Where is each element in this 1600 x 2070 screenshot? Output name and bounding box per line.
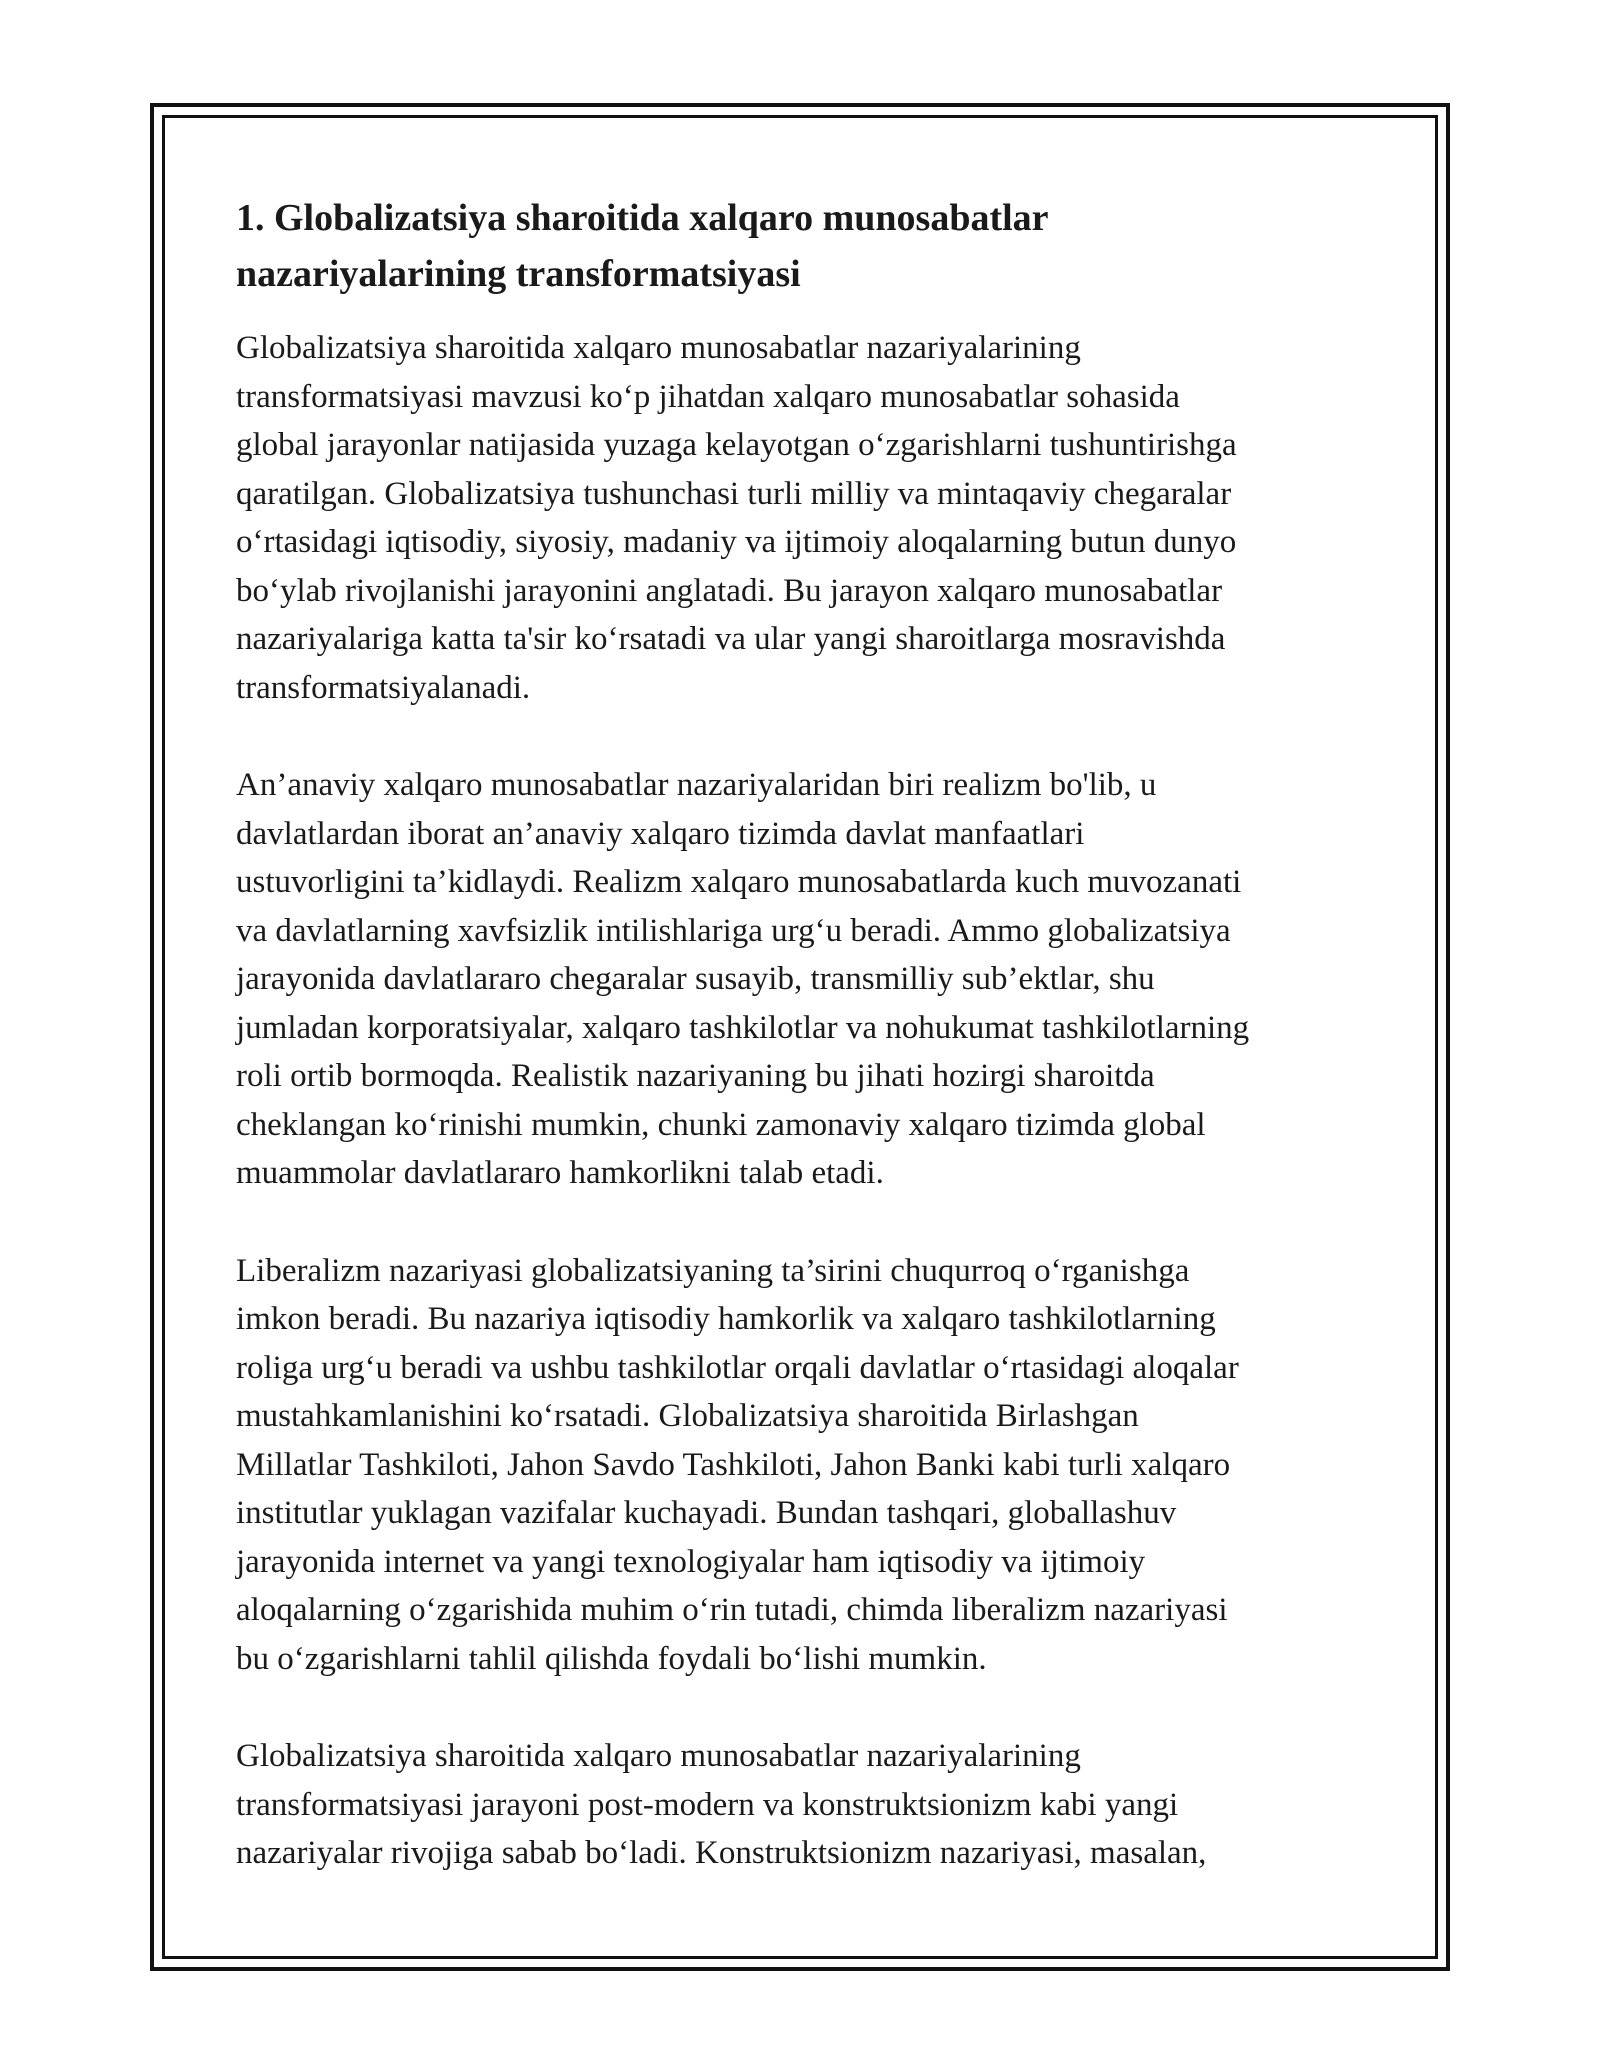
text-line: Liberalizm nazariyasi globalizatsiyaning ta’sirini chuqurroq o‘rganishga xyxy=(236,1252,1190,1289)
text-line: nazariyalar rivojiga sabab bo‘ladi. Konstruktsionizm nazariyasi, masalan, xyxy=(236,1835,1207,1871)
text-line: o‘rtasidagi iqtisodiy, siyosiy, madaniy va ijtimoiy aloqalarning butun dunyo xyxy=(236,524,1237,560)
text-line: mustahkamlanishini ko‘rsatadi. Globalizatsiya sharoitida Birlashgan xyxy=(236,1398,1139,1434)
text-line: qaratilgan. Globalizatsiya tushunchasi turli milliy va mintaqaviy chegaralar xyxy=(236,475,1232,512)
text-line: muammolar davlatlararo hamkorlikni talab etadi. xyxy=(236,1155,884,1191)
paragraph-4 xyxy=(236,1732,1376,1878)
text-line: davlatlardan iborat an’anaviy xalqaro tizimda davlat manfaatlari xyxy=(236,815,1085,852)
text-line: bu o‘zgarishlarni tahlil qilishda foydali bo‘lishi mumkin. xyxy=(236,1640,987,1677)
text-line: roli ortib bormoqda. Realistik nazariyaning bu jihati hozirgi sharoitda xyxy=(236,1058,1155,1094)
paragraph-3 xyxy=(236,1247,1376,1684)
text-line: Globalizatsiya sharoitida xalqaro munosabatlar nazariyalarining xyxy=(236,1738,1081,1774)
text-line: Globalizatsiya sharoitida xalqaro munosabatlar nazariyalarining xyxy=(236,330,1081,366)
text-line: jumladan korporatsiyalar, xalqaro tashkilotlar va nohukumat tashkilotlarning xyxy=(236,1009,1250,1046)
text-line: jarayonida internet va yangi texnologiyalar ham iqtisodiy va ijtimoiy xyxy=(236,1543,1146,1580)
text-line: bo‘ylab rivojlanishi jarayonini anglatadi. Bu jarayon xalqaro munosabatlar xyxy=(236,572,1223,609)
title-line: 1. Globalizatsiya sharoitida xalqaro munosabatlar xyxy=(236,197,1049,239)
text-line: global jarayonlar natijasida yuzaga kelayotgan o‘zgarishlarni tushuntirishga xyxy=(236,427,1237,463)
text-line: An’anaviy xalqaro munosabatlar nazariyalaridan biri realizm bo'lib, u xyxy=(236,767,1157,803)
text-line: imkon beradi. Bu nazariya iqtisodiy hamkorlik va xalqaro tashkilotlarning xyxy=(236,1301,1216,1337)
document-body xyxy=(236,190,1376,1927)
text-line: aloqalarning o‘zgarishida muhim o‘rin tutadi, chimda liberalizm nazariyasi xyxy=(236,1592,1228,1628)
text-line: cheklangan ko‘rinishi mumkin, chunki zamonaviy xalqaro tizimda global xyxy=(236,1106,1206,1143)
text-line: ustuvorligini ta’kidlaydi. Realizm xalqaro munosabatlarda kuch muvozanati xyxy=(236,864,1242,900)
text-line: transformatsiyasi mavzusi ko‘p jihatdan xalqaro munosabatlar sohasida xyxy=(236,378,1180,415)
paragraph-2 xyxy=(236,761,1376,1198)
text-line: nazariyalariga katta ta'sir ko‘rsatadi va ular yangi sharoitlarga mosravishda xyxy=(236,621,1226,657)
section-title xyxy=(236,190,1376,302)
paragraph-1 xyxy=(236,324,1376,712)
text-line: Millatlar Tashkiloti, Jahon Savdo Tashkiloti, Jahon Banki kabi turli xalqaro xyxy=(236,1446,1231,1483)
title-line: nazariyalarining transformatsiyasi xyxy=(236,253,801,295)
text-line: transformatsiyalanadi. xyxy=(236,669,531,706)
text-line: roliga urg‘u beradi va ushbu tashkilotlar orqali davlatlar o‘rtasidagi aloqalar xyxy=(236,1349,1239,1386)
text-line: transformatsiyasi jarayoni post-modern va konstruktsionizm kabi yangi xyxy=(236,1786,1179,1823)
text-line: va davlatlarning xavfsizlik intilishlariga urg‘u beradi. Ammo globalizatsiya xyxy=(236,912,1231,949)
text-line: jarayonida davlatlararo chegaralar susayib, transmilliy sub’ektlar, shu xyxy=(236,961,1155,997)
text-line: institutlar yuklagan vazifalar kuchayadi. Bundan tashqari, globallashuv xyxy=(236,1495,1177,1531)
